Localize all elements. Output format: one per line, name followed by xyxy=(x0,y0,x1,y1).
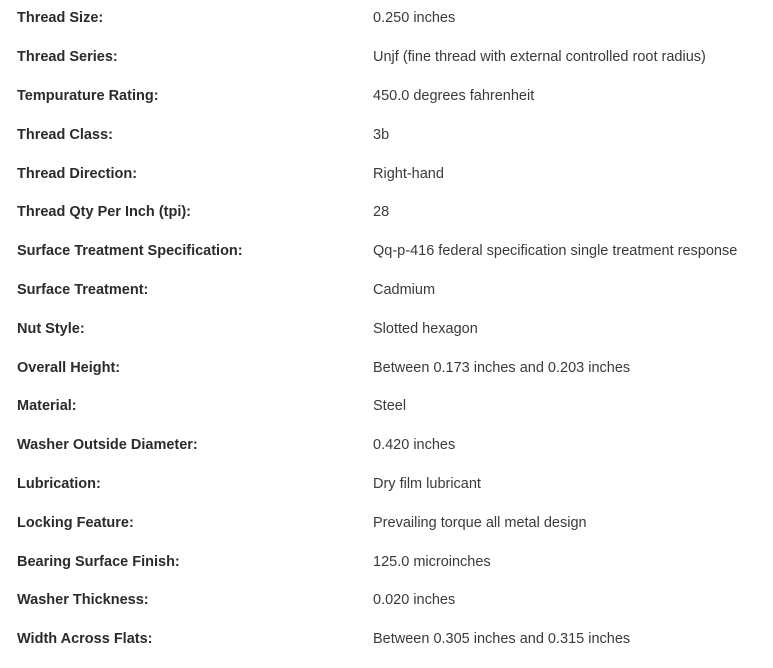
spec-label: Thread Series: xyxy=(17,49,118,66)
spec-row-thread-series xyxy=(0,38,773,77)
spec-row-bearing-surface-finish xyxy=(0,542,773,581)
spec-label: Thread Size: xyxy=(17,10,104,27)
spec-value: Between 0.173 inches and 0.203 inches xyxy=(373,359,631,376)
spec-label: Thread Direction: xyxy=(17,165,138,182)
spec-row-locking-feature xyxy=(0,503,773,542)
spec-value: Cadmium xyxy=(373,281,436,298)
spec-value: Steel xyxy=(373,398,407,415)
spec-row-temperature-rating xyxy=(0,77,773,116)
spec-value: Unjf (fine thread with external controlled root radius) xyxy=(373,49,706,66)
spec-label: Surface Treatment: xyxy=(17,281,149,298)
spec-value: 0.250 inches xyxy=(373,10,456,27)
spec-value: 28 xyxy=(373,204,390,221)
spec-label: Bearing Surface Finish: xyxy=(17,553,180,570)
spec-row-washer-outside-diameter xyxy=(0,426,773,465)
spec-value: 125.0 microinches xyxy=(373,553,491,570)
spec-row-thread-class xyxy=(0,115,773,154)
spec-row-width-across-flats xyxy=(0,620,773,659)
spec-value: 450.0 degrees fahrenheit xyxy=(373,87,535,104)
spec-label: Washer Outside Diameter: xyxy=(17,437,198,454)
spec-label: Nut Style: xyxy=(17,320,85,337)
spec-row-surface-treatment-specification xyxy=(0,232,773,271)
spec-row-surface-treatment xyxy=(0,271,773,310)
spec-label: Thread Qty Per Inch (tpi): xyxy=(17,204,192,221)
spec-row-thread-qty-per-inch xyxy=(0,193,773,232)
spec-label: Washer Thickness: xyxy=(17,592,149,609)
spec-value: Slotted hexagon xyxy=(373,320,478,337)
spec-row-washer-thickness xyxy=(0,581,773,620)
spec-row-lubrication xyxy=(0,465,773,504)
spec-label: Thread Class: xyxy=(17,126,113,143)
spec-value: Qq-p-416 federal specification single treatment response xyxy=(373,243,738,260)
spec-row-material xyxy=(0,387,773,426)
spec-label: Lubrication: xyxy=(17,475,101,492)
spec-value: Right-hand xyxy=(373,165,444,182)
spec-label: Width Across Flats: xyxy=(17,631,153,648)
spec-label: Locking Feature: xyxy=(17,514,134,531)
spec-value: 0.020 inches xyxy=(373,592,456,609)
spec-label: Overall Height: xyxy=(17,359,121,376)
spec-row-thread-size xyxy=(0,0,773,38)
spec-value: 0.420 inches xyxy=(373,437,456,454)
spec-value: 3b xyxy=(373,126,390,143)
spec-row-overall-height xyxy=(0,348,773,387)
spec-value: Between 0.305 inches and 0.315 inches xyxy=(373,631,631,648)
spec-value: Prevailing torque all metal design xyxy=(373,514,587,531)
spec-value: Dry film lubricant xyxy=(373,475,481,492)
spec-label: Tempurature Rating: xyxy=(17,87,159,104)
spec-label: Surface Treatment Specification: xyxy=(17,243,243,260)
spec-row-thread-direction xyxy=(0,154,773,193)
spec-label: Material: xyxy=(17,398,77,415)
spec-row-nut-style xyxy=(0,309,773,348)
